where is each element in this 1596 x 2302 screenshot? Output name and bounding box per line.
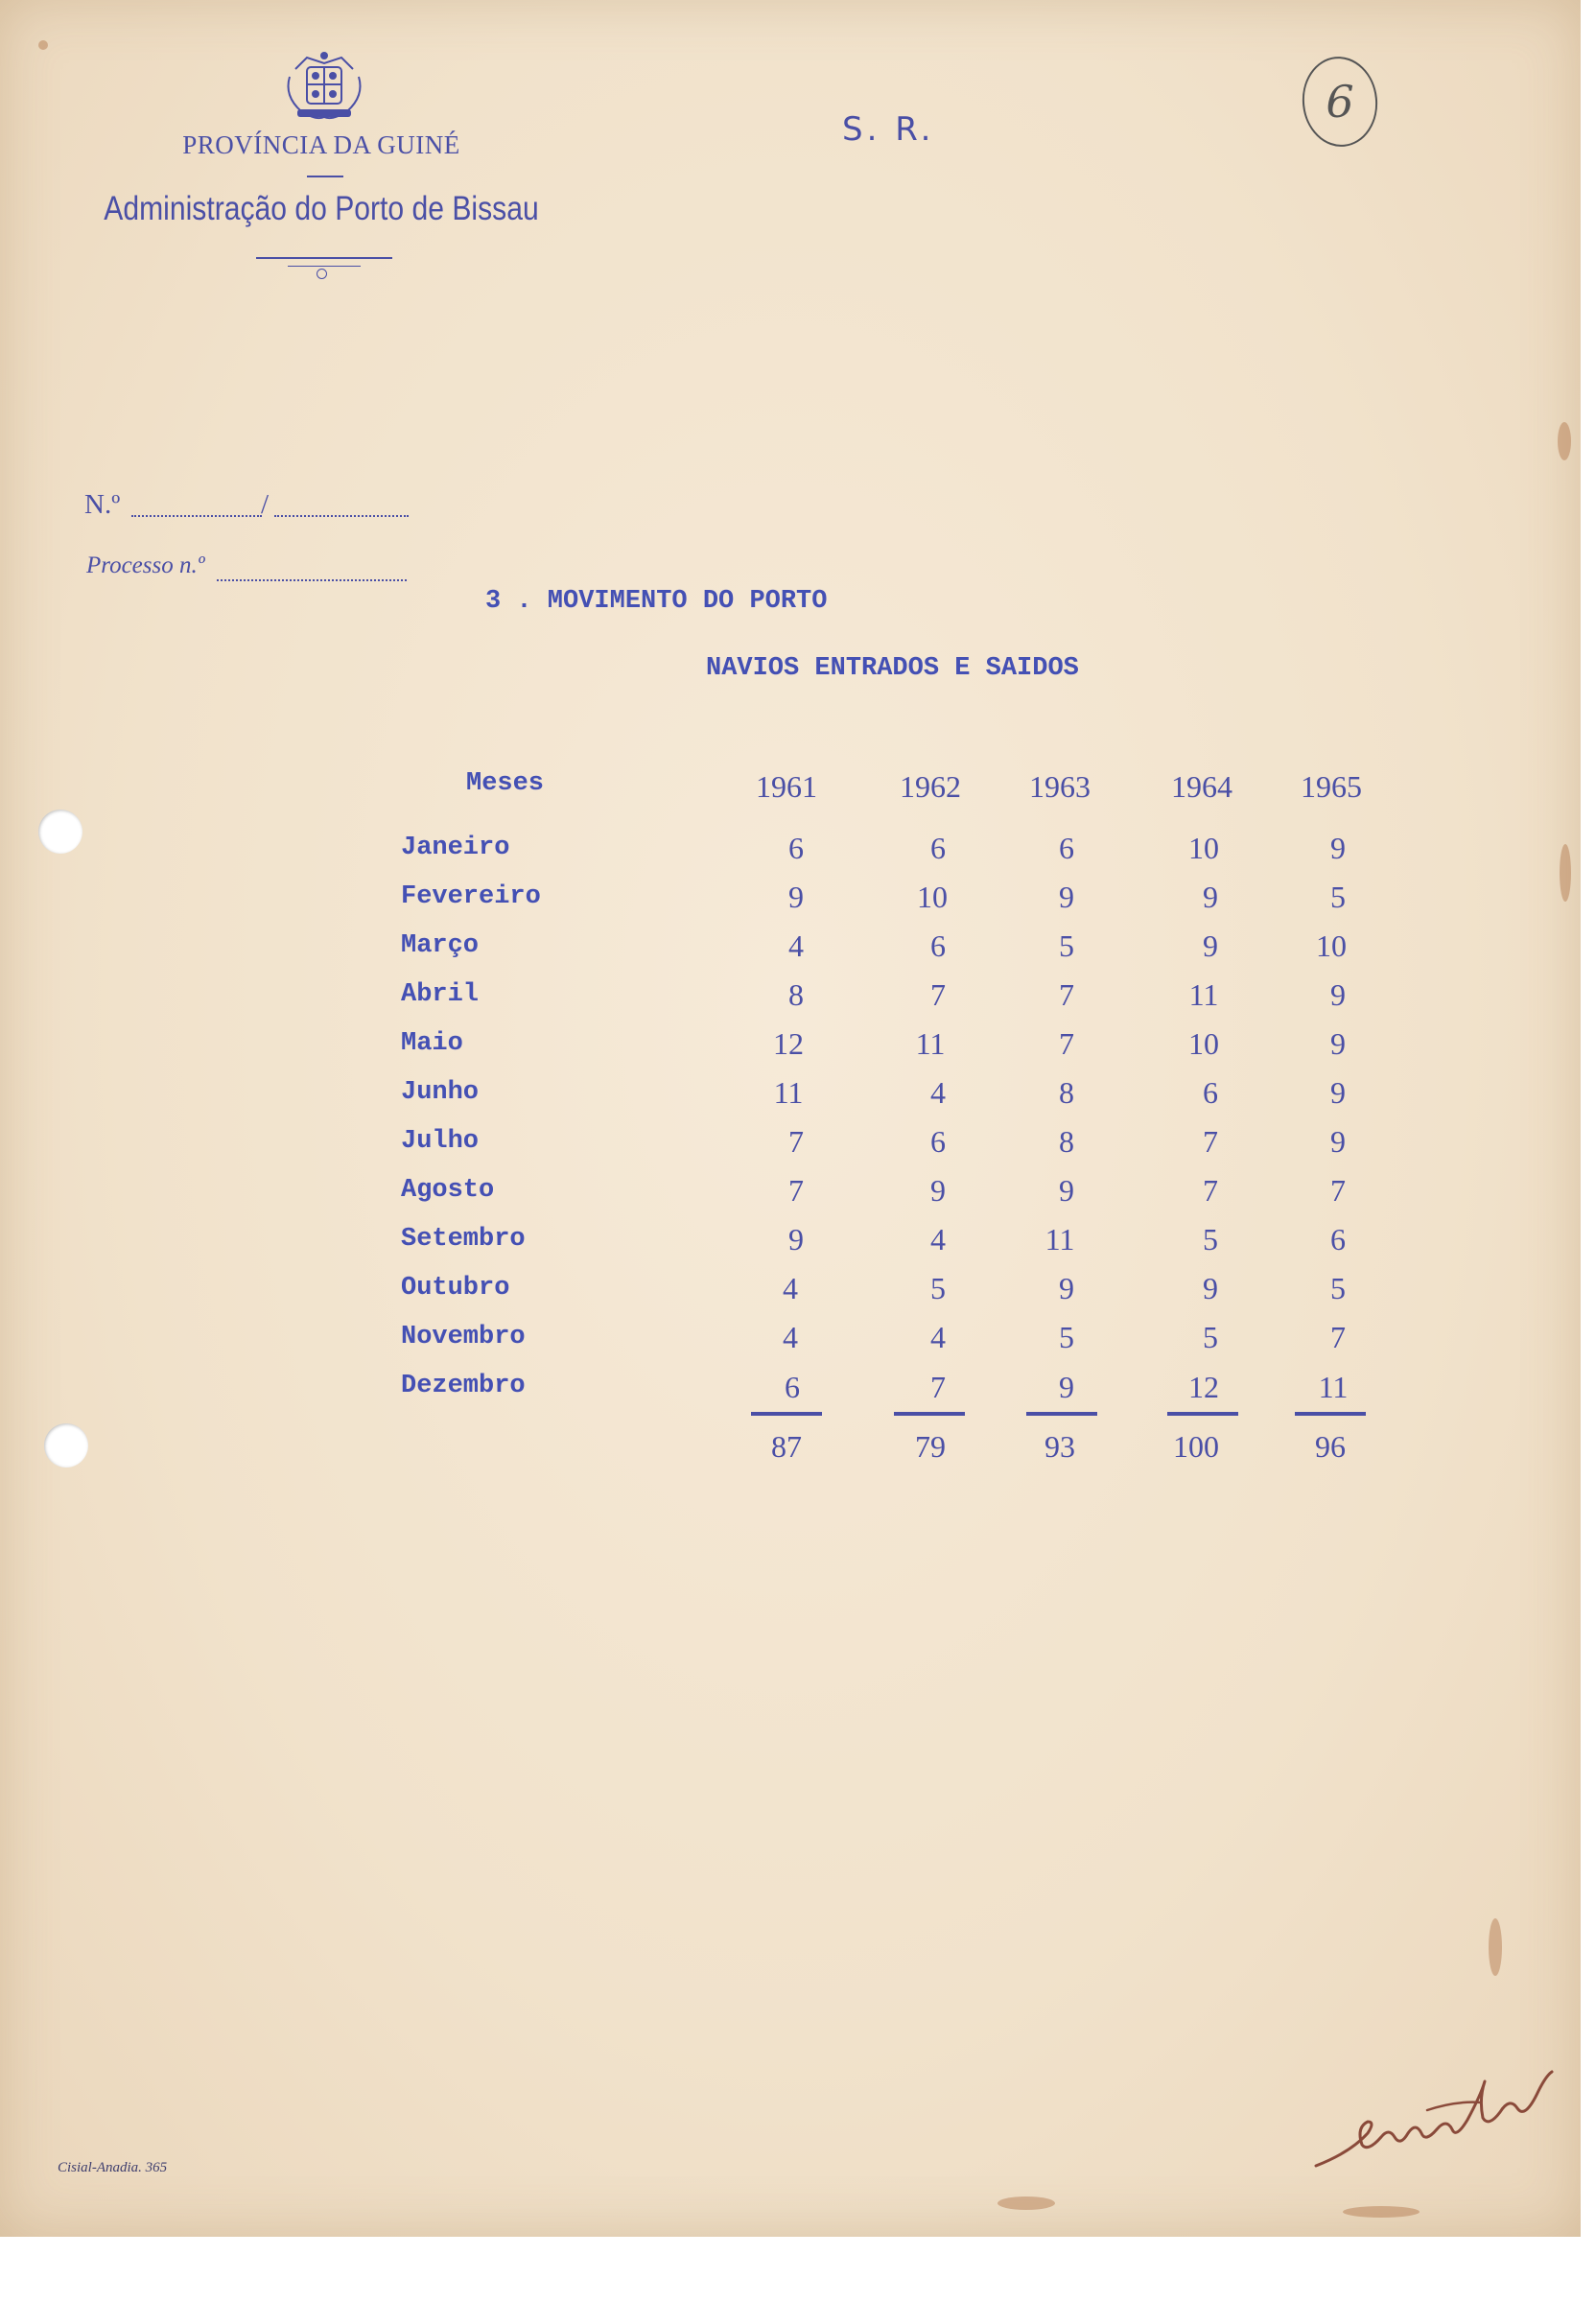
- table-cell: 5: [930, 1271, 946, 1305]
- table-cell: 7: [1330, 1173, 1346, 1208]
- number-field-separator: /: [261, 489, 270, 520]
- month-label: Julho: [401, 1127, 480, 1156]
- divider: [256, 257, 392, 259]
- table-cell: 6: [785, 1370, 800, 1404]
- table-cell: 5: [1203, 1222, 1218, 1257]
- table-cell: 6: [1203, 1075, 1218, 1110]
- divider: [307, 176, 343, 177]
- table-cell: 9: [788, 880, 804, 914]
- number-field-label: N.º: [84, 489, 121, 520]
- table-cell: 4: [930, 1075, 946, 1110]
- table-cell: 10: [1316, 928, 1347, 963]
- table-cell: 11: [915, 1026, 946, 1061]
- table-cell: 9: [1059, 1370, 1074, 1404]
- table-cell: 10: [1188, 1026, 1219, 1061]
- year-header: 1962: [900, 769, 961, 804]
- table-cell: 6: [930, 1124, 946, 1159]
- signature: [1312, 2053, 1561, 2177]
- table-cell: 8: [1059, 1124, 1074, 1159]
- punch-hole: [44, 1423, 88, 1468]
- total-rule: [1295, 1412, 1366, 1416]
- total-rule: [1026, 1412, 1097, 1416]
- table-cell: 7: [788, 1173, 804, 1208]
- month-label: Fevereiro: [401, 882, 541, 911]
- province-heading: PROVÍNCIA DA GUINÉ: [182, 130, 460, 159]
- section-title: 3 . MOVIMENTO DO PORTO: [485, 587, 828, 616]
- table-cell: 10: [917, 880, 948, 914]
- table-cell: 5: [1059, 928, 1074, 963]
- table-cell: 6: [930, 928, 946, 963]
- table-cell: 9: [1203, 928, 1218, 963]
- table-cell: 4: [930, 1222, 946, 1257]
- process-field-line: [217, 579, 407, 581]
- year-header: 1964: [1171, 769, 1232, 804]
- printer-note: Cisial-Anadia. 365: [58, 2160, 168, 2175]
- ornament-icon: [317, 269, 327, 279]
- number-field-line: [274, 515, 409, 517]
- month-label: Agosto: [401, 1176, 495, 1205]
- year-header: 1963: [1029, 769, 1091, 804]
- table-cell: 7: [930, 977, 946, 1012]
- month-label: Junho: [401, 1078, 480, 1107]
- table-cell: 9: [1059, 880, 1074, 914]
- administration-heading: Administração do Porto de Bissau: [104, 190, 539, 227]
- total-cell: 79: [915, 1429, 946, 1464]
- total-rule: [894, 1412, 965, 1416]
- table-cell: 9: [1330, 1026, 1346, 1061]
- month-label: Maio: [401, 1029, 463, 1058]
- total-cell: 100: [1173, 1429, 1219, 1464]
- table-cell: 4: [783, 1271, 798, 1305]
- table-cell: 9: [1059, 1173, 1074, 1208]
- table-cell: 9: [1330, 1075, 1346, 1110]
- paper-stain: [1560, 844, 1571, 902]
- month-label: Janeiro: [401, 834, 510, 862]
- paper-stain: [38, 40, 48, 50]
- table-cell: 7: [1059, 1026, 1074, 1061]
- paper-stain: [1343, 2206, 1420, 2218]
- table-cell: 5: [1203, 1320, 1218, 1354]
- table-cell: 7: [1330, 1320, 1346, 1354]
- table-cell: 7: [1203, 1173, 1218, 1208]
- table-cell: 7: [788, 1124, 804, 1159]
- year-header: 1961: [756, 769, 817, 804]
- month-column-header: Meses: [466, 769, 545, 798]
- table-cell: 8: [788, 977, 804, 1012]
- paper-stain: [1489, 1918, 1502, 1976]
- table-cell: 11: [1318, 1370, 1349, 1404]
- month-label: Outubro: [401, 1274, 510, 1303]
- total-rule: [1167, 1412, 1238, 1416]
- table-cell: 12: [773, 1026, 804, 1061]
- section-subtitle: NAVIOS ENTRADOS E SAIDOS: [706, 654, 1079, 683]
- year-header: 1965: [1301, 769, 1362, 804]
- table-cell: 10: [1188, 831, 1219, 865]
- month-label: Março: [401, 931, 480, 960]
- table-cell: 7: [930, 1370, 946, 1404]
- table-cell: 6: [1059, 831, 1074, 865]
- classification-mark: S. R.: [842, 110, 935, 149]
- table-cell: 4: [930, 1320, 946, 1354]
- total-cell: 96: [1315, 1429, 1346, 1464]
- divider: [288, 266, 361, 267]
- table-cell: 8: [1059, 1075, 1074, 1110]
- table-cell: 9: [1203, 880, 1218, 914]
- table-cell: 6: [930, 831, 946, 865]
- table-cell: 9: [1330, 1124, 1346, 1159]
- month-label: Abril: [401, 980, 480, 1009]
- table-cell: 7: [1203, 1124, 1218, 1159]
- total-rule: [751, 1412, 822, 1416]
- number-field-line: [131, 515, 262, 517]
- table-cell: 6: [788, 831, 804, 865]
- table-cell: 7: [1059, 977, 1074, 1012]
- table-cell: 9: [1203, 1271, 1218, 1305]
- paper-stain: [998, 2196, 1055, 2210]
- month-label: Setembro: [401, 1225, 526, 1254]
- table-cell: 11: [1044, 1222, 1075, 1257]
- table-cell: 11: [1188, 977, 1219, 1012]
- punch-hole: [38, 810, 82, 854]
- table-cell: 11: [773, 1075, 804, 1110]
- month-label: Novembro: [401, 1323, 526, 1351]
- table-cell: 9: [930, 1173, 946, 1208]
- table-cell: 9: [1059, 1271, 1074, 1305]
- coat-of-arms-icon: [278, 48, 370, 125]
- month-label: Dezembro: [401, 1372, 526, 1400]
- table-cell: 12: [1188, 1370, 1219, 1404]
- table-cell: 5: [1059, 1320, 1074, 1354]
- table-cell: 4: [783, 1320, 798, 1354]
- table-cell: 5: [1330, 880, 1346, 914]
- table-cell: 4: [788, 928, 804, 963]
- page-number: 6: [1326, 76, 1354, 128]
- page-number-mark: [1299, 54, 1381, 150]
- process-field-label: Processo n.º: [86, 552, 205, 578]
- table-cell: 9: [1330, 831, 1346, 865]
- table-cell: 9: [788, 1222, 804, 1257]
- table-cell: 9: [1330, 977, 1346, 1012]
- table-cell: 5: [1330, 1271, 1346, 1305]
- total-cell: 93: [1044, 1429, 1075, 1464]
- paper-stain: [1558, 422, 1571, 460]
- table-cell: 6: [1330, 1222, 1346, 1257]
- total-cell: 87: [771, 1429, 802, 1464]
